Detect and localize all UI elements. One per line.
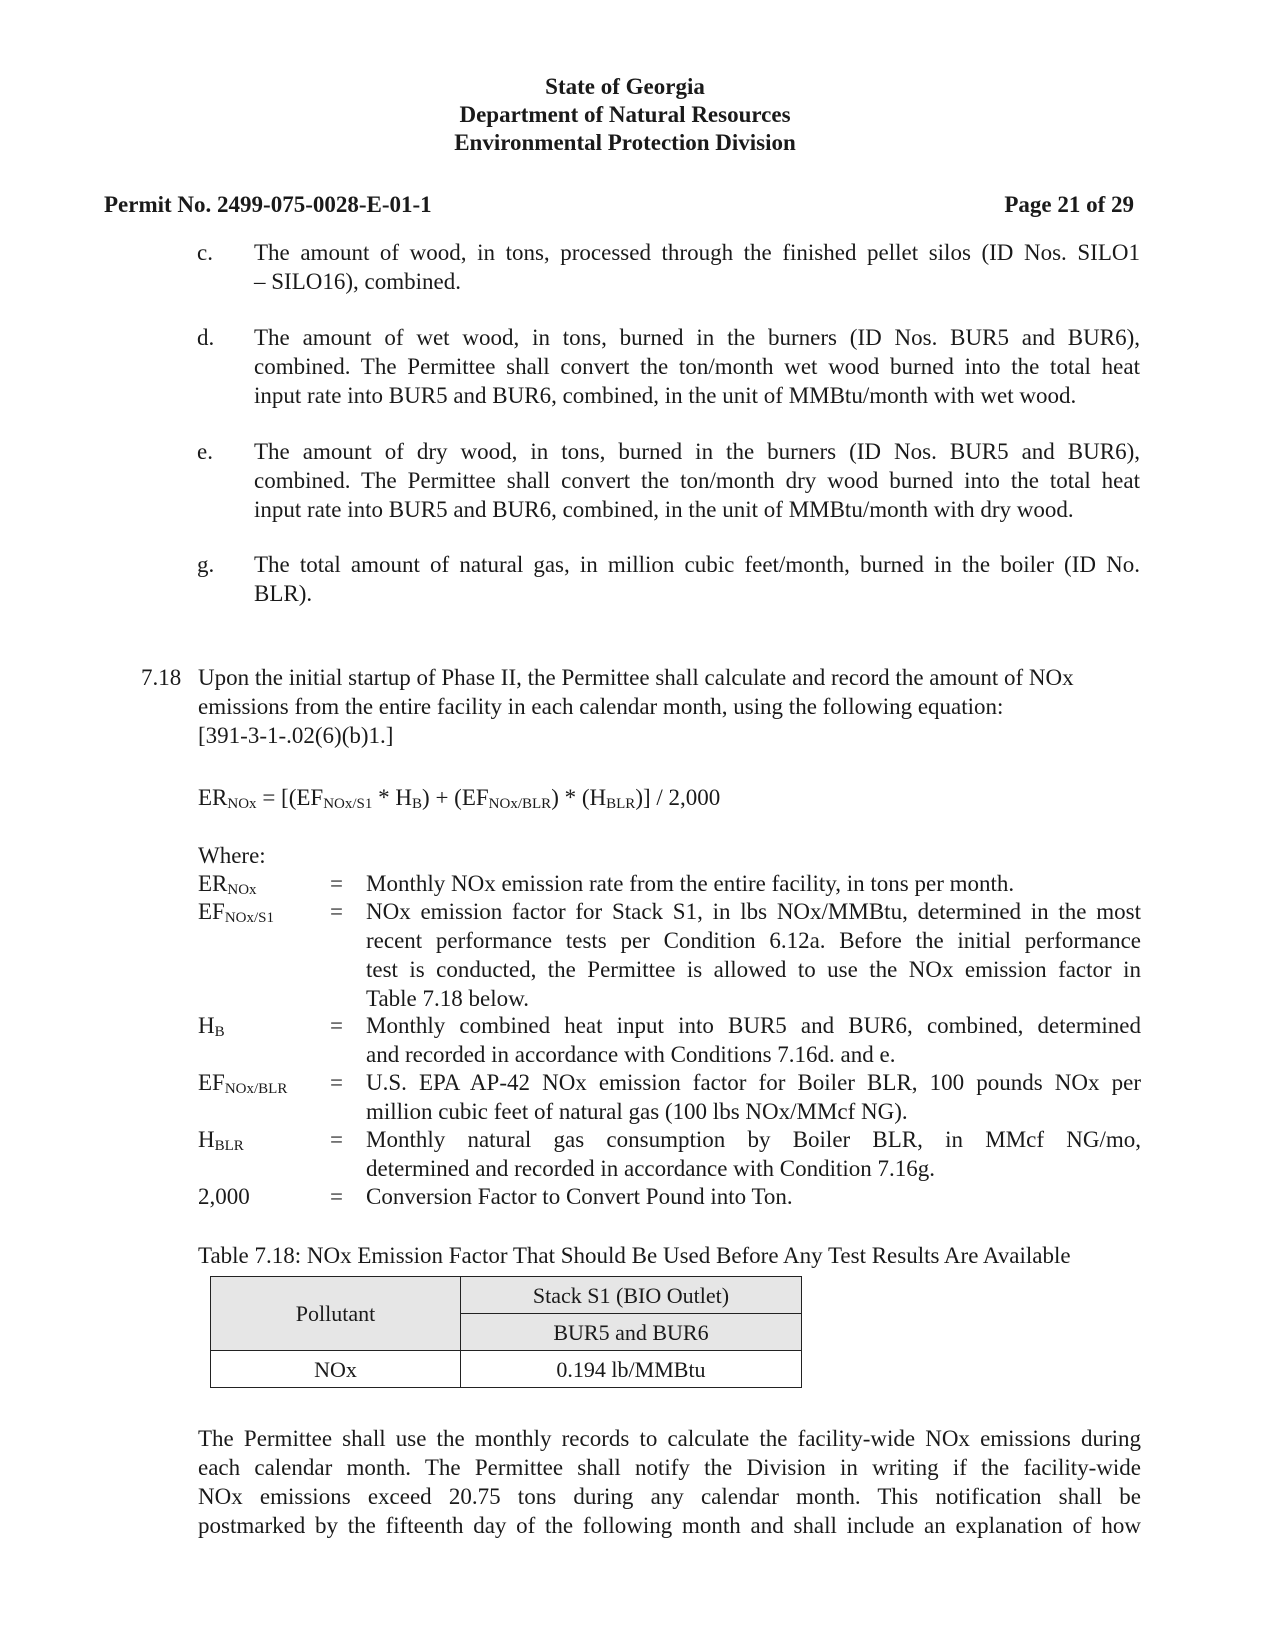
header-stack: Stack S1 (BIO Outlet) — [461, 1277, 802, 1314]
eq-part: = [(EF — [256, 785, 324, 810]
item-text-line: input rate into BUR5 and BUR6, combined, in the unit of MMBtu/month with wet wood. — [254, 383, 1077, 408]
item-label: d. — [197, 325, 215, 350]
table-caption: Table 7.18: NOx Emission Factor That Should Be Used Before Any Test Results Are Available — [198, 1243, 1071, 1268]
item-text-line: The amount of wood, in tons, processed through the finished pellet silos (ID Nos. SILO1 — [254, 240, 1140, 265]
equals-sign: = — [330, 1184, 343, 1209]
definition-text-line: Monthly combined heat input into BUR5 and BUR6, combined, determined — [366, 1013, 1141, 1038]
header-pollutant: Pollutant — [211, 1277, 461, 1351]
cell-emission-factor: 0.194 lb/MMBtu — [461, 1351, 802, 1388]
definition-text-line: Conversion Factor to Convert Pound into Ton. — [366, 1184, 793, 1209]
definition-text-line: Table 7.18 below. — [366, 986, 529, 1011]
condition-text-line: [391-3-1-.02(6)(b)1.] — [198, 723, 394, 748]
definition-text-line: determined and recorded in accordance with Condition 7.16g. — [366, 1156, 936, 1181]
header-department: Department of Natural Resources — [459, 102, 791, 127]
condition-number: 7.18 — [141, 665, 182, 690]
definition-symbol: $H_{BLR}$ — [198, 1127, 244, 1154]
eq-part: )] / 2,000 — [635, 785, 721, 810]
definition-symbol: $H_B$ — [198, 1013, 225, 1040]
definition-text-line: and recorded in accordance with Conditions 7.16d. and e. — [366, 1042, 896, 1067]
page-number: Page 21 of 29 — [1004, 192, 1134, 217]
emission-factor-table — [210, 1276, 802, 1388]
item-label: e. — [197, 439, 213, 464]
paragraph-line: each calendar month. The Permittee shall notify the Division in writing if the facility-wide — [198, 1455, 1141, 1480]
header-burners: BUR5 and BUR6 — [461, 1314, 802, 1351]
item-text-line: input rate into BUR5 and BUR6, combined, in the unit of MMBtu/month with dry wood. — [254, 497, 1074, 522]
paragraph-line: postmarked by the fifteenth day of the following month and shall include an explanation of how — [198, 1513, 1141, 1538]
eq-part: ) * (H — [551, 785, 607, 810]
equals-sign: = — [330, 899, 343, 924]
item-text-line: BLR). — [254, 581, 313, 606]
eq-part: ER — [198, 785, 228, 810]
paragraph-line: NOx emissions exceed 20.75 tons during any calendar month. This notification shall be — [198, 1484, 1141, 1509]
equals-sign: = — [330, 1013, 343, 1038]
definition-text-line: Monthly natural gas consumption by Boiler BLR, in MMcf NG/mo, — [366, 1127, 1141, 1152]
header-state: State of Georgia — [545, 74, 705, 99]
condition-text-line: emissions from the entire facility in each calendar month, using the following equation: — [198, 694, 1004, 719]
eq-part: * H — [372, 785, 413, 810]
agency-header — [0, 73, 1250, 157]
eq-subscript: NOx — [227, 796, 257, 812]
equals-sign: = — [330, 871, 343, 896]
definition-symbol: $ER_{NOx}$ — [198, 871, 257, 898]
equals-sign: = — [330, 1127, 343, 1152]
definition-symbol: 2,000 — [198, 1184, 250, 1209]
eq-subscript: NOx/BLR — [488, 796, 552, 812]
definition-text-line: million cubic feet of natural gas (100 lbs NOx/MMcf NG). — [366, 1099, 908, 1124]
item-text-line: – SILO16), combined. — [254, 269, 461, 294]
item-label: g. — [197, 552, 215, 577]
eq-subscript: NOx/S1 — [323, 796, 373, 812]
final-paragraph — [198, 1424, 1141, 1540]
definition-text-line: U.S. EPA AP-42 NOx emission factor for Boiler BLR, 100 pounds NOx per — [366, 1070, 1141, 1095]
permit-number: Permit No. 2499-075-0028-E-01-1 — [104, 192, 432, 217]
item-text-line: combined. The Permittee shall convert the ton/month dry wood burned into the total heat — [254, 468, 1140, 493]
item-text-line: The amount of wet wood, in tons, burned in the burners (ID Nos. BUR5 and BUR6), — [254, 325, 1140, 350]
definition-text-line: recent performance tests per Condition 6.12a. Before the initial performance — [366, 928, 1141, 953]
item-text-line: combined. The Permittee shall convert the ton/month wet wood burned into the total heat — [254, 354, 1140, 379]
where-label: Where: — [198, 843, 266, 868]
definition-text-line: test is conducted, the Permittee is allowed to use the NOx emission factor in — [366, 957, 1141, 982]
paragraph-line: The Permittee shall use the monthly records to calculate the facility-wide NOx emissions during — [198, 1426, 1141, 1451]
definition-text-line: Monthly NOx emission rate from the entire facility, in tons per month. — [366, 871, 1015, 896]
eq-subscript: B — [412, 796, 423, 812]
item-text-line: The amount of dry wood, in tons, burned in the burners (ID Nos. BUR5 and BUR6), — [254, 439, 1140, 464]
eq-subscript: BLR — [606, 796, 636, 812]
eq-part: ) + (EF — [422, 785, 489, 810]
definition-symbol: $EF_{NOx/BLR}$ — [198, 1070, 288, 1097]
nox-equation — [198, 783, 720, 812]
cell-pollutant: NOx — [211, 1351, 461, 1388]
equals-sign: = — [330, 1070, 343, 1095]
item-label: c. — [197, 240, 213, 265]
definition-symbol: $EF_{NOx/S1}$ — [198, 899, 275, 926]
definition-text-line: NOx emission factor for Stack S1, in lbs NOx/MMBtu, determined in the most — [366, 899, 1141, 924]
condition-text-line: Upon the initial startup of Phase II, the Permittee shall calculate and record the amount of NOx — [198, 665, 1074, 690]
item-text-line: The total amount of natural gas, in million cubic feet/month, burned in the boiler (ID No. — [254, 552, 1140, 577]
header-division: Environmental Protection Division — [454, 130, 796, 155]
